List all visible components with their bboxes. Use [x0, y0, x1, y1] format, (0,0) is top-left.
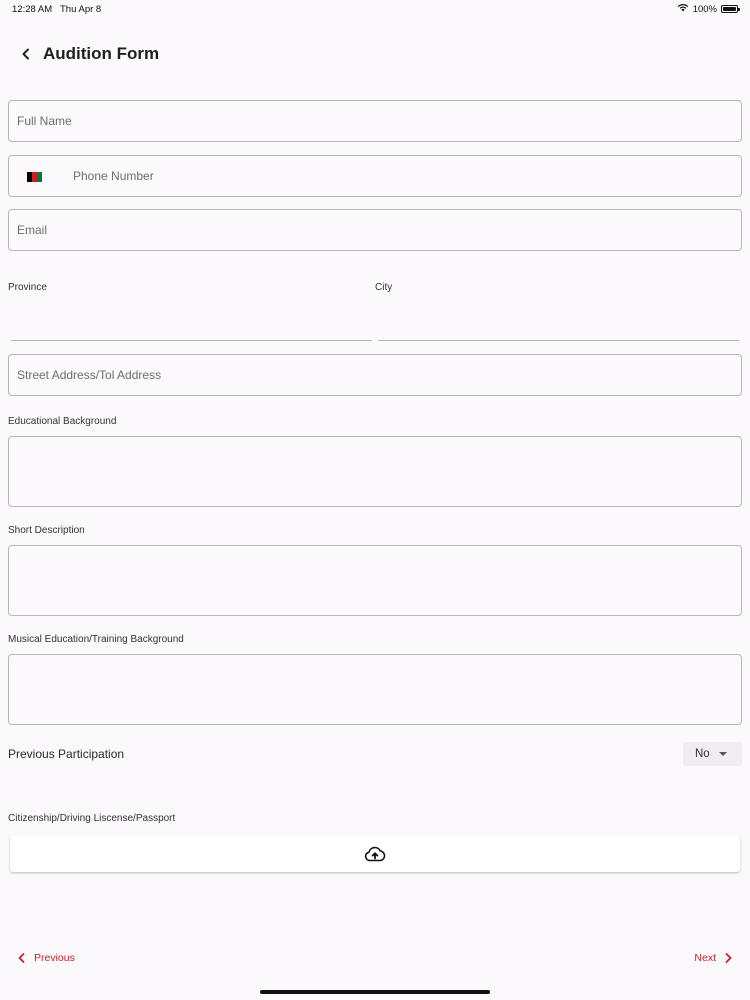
chevron-left-icon	[21, 48, 31, 60]
caret-down-icon	[719, 752, 727, 756]
education-label: Educational Background	[8, 416, 117, 427]
document-label: Citizenship/Driving Liscense/Passport	[8, 813, 176, 824]
battery-icon	[721, 5, 738, 13]
status-time: 12:28 AM	[12, 4, 53, 15]
page-title: Audition Form	[43, 44, 160, 63]
education-field-container	[8, 436, 742, 507]
chevron-right-icon	[725, 953, 732, 963]
status-bar	[0, 0, 750, 20]
description-textarea[interactable]	[9, 546, 741, 615]
province-label: Province	[8, 282, 47, 293]
previous-participation-dropdown[interactable]	[683, 742, 742, 766]
full-name-input[interactable]	[9, 101, 741, 141]
dropdown-value: No	[695, 748, 710, 760]
previous-button[interactable]	[18, 952, 75, 964]
country-flag-icon[interactable]	[27, 172, 42, 182]
status-date: Thu Apr 8	[60, 4, 102, 15]
next-label: Next	[694, 952, 716, 964]
phone-field-container	[8, 155, 742, 197]
status-right	[677, 3, 738, 15]
app-bar	[0, 36, 750, 72]
city-input[interactable]	[378, 310, 743, 342]
email-input[interactable]	[9, 210, 741, 250]
next-button[interactable]	[694, 952, 732, 964]
previous-participation-label: Previous Participation	[8, 747, 125, 761]
street-address-input[interactable]	[9, 355, 741, 395]
wifi-icon	[677, 3, 689, 15]
city-label: City	[375, 282, 393, 293]
education-textarea[interactable]	[9, 437, 741, 506]
full-name-field-container	[8, 100, 742, 142]
home-indicator	[260, 990, 490, 994]
musical-education-label: Musical Education/Training Background	[8, 634, 184, 645]
city-field[interactable]	[378, 310, 739, 341]
battery-percent: 100%	[692, 3, 717, 15]
description-field-container	[8, 545, 742, 616]
musical-education-textarea[interactable]	[9, 655, 741, 724]
musical-education-field-container	[8, 654, 742, 725]
back-button[interactable]	[14, 42, 38, 66]
description-label: Short Description	[8, 525, 85, 536]
chevron-left-icon	[18, 953, 25, 963]
province-input[interactable]	[11, 310, 376, 342]
cloud-upload-icon	[364, 846, 386, 862]
province-field[interactable]	[11, 310, 372, 341]
document-upload-button[interactable]	[10, 835, 740, 872]
street-field-container	[8, 354, 742, 396]
email-field-container	[8, 209, 742, 251]
previous-label: Previous	[34, 952, 75, 964]
phone-input[interactable]	[9, 156, 741, 196]
